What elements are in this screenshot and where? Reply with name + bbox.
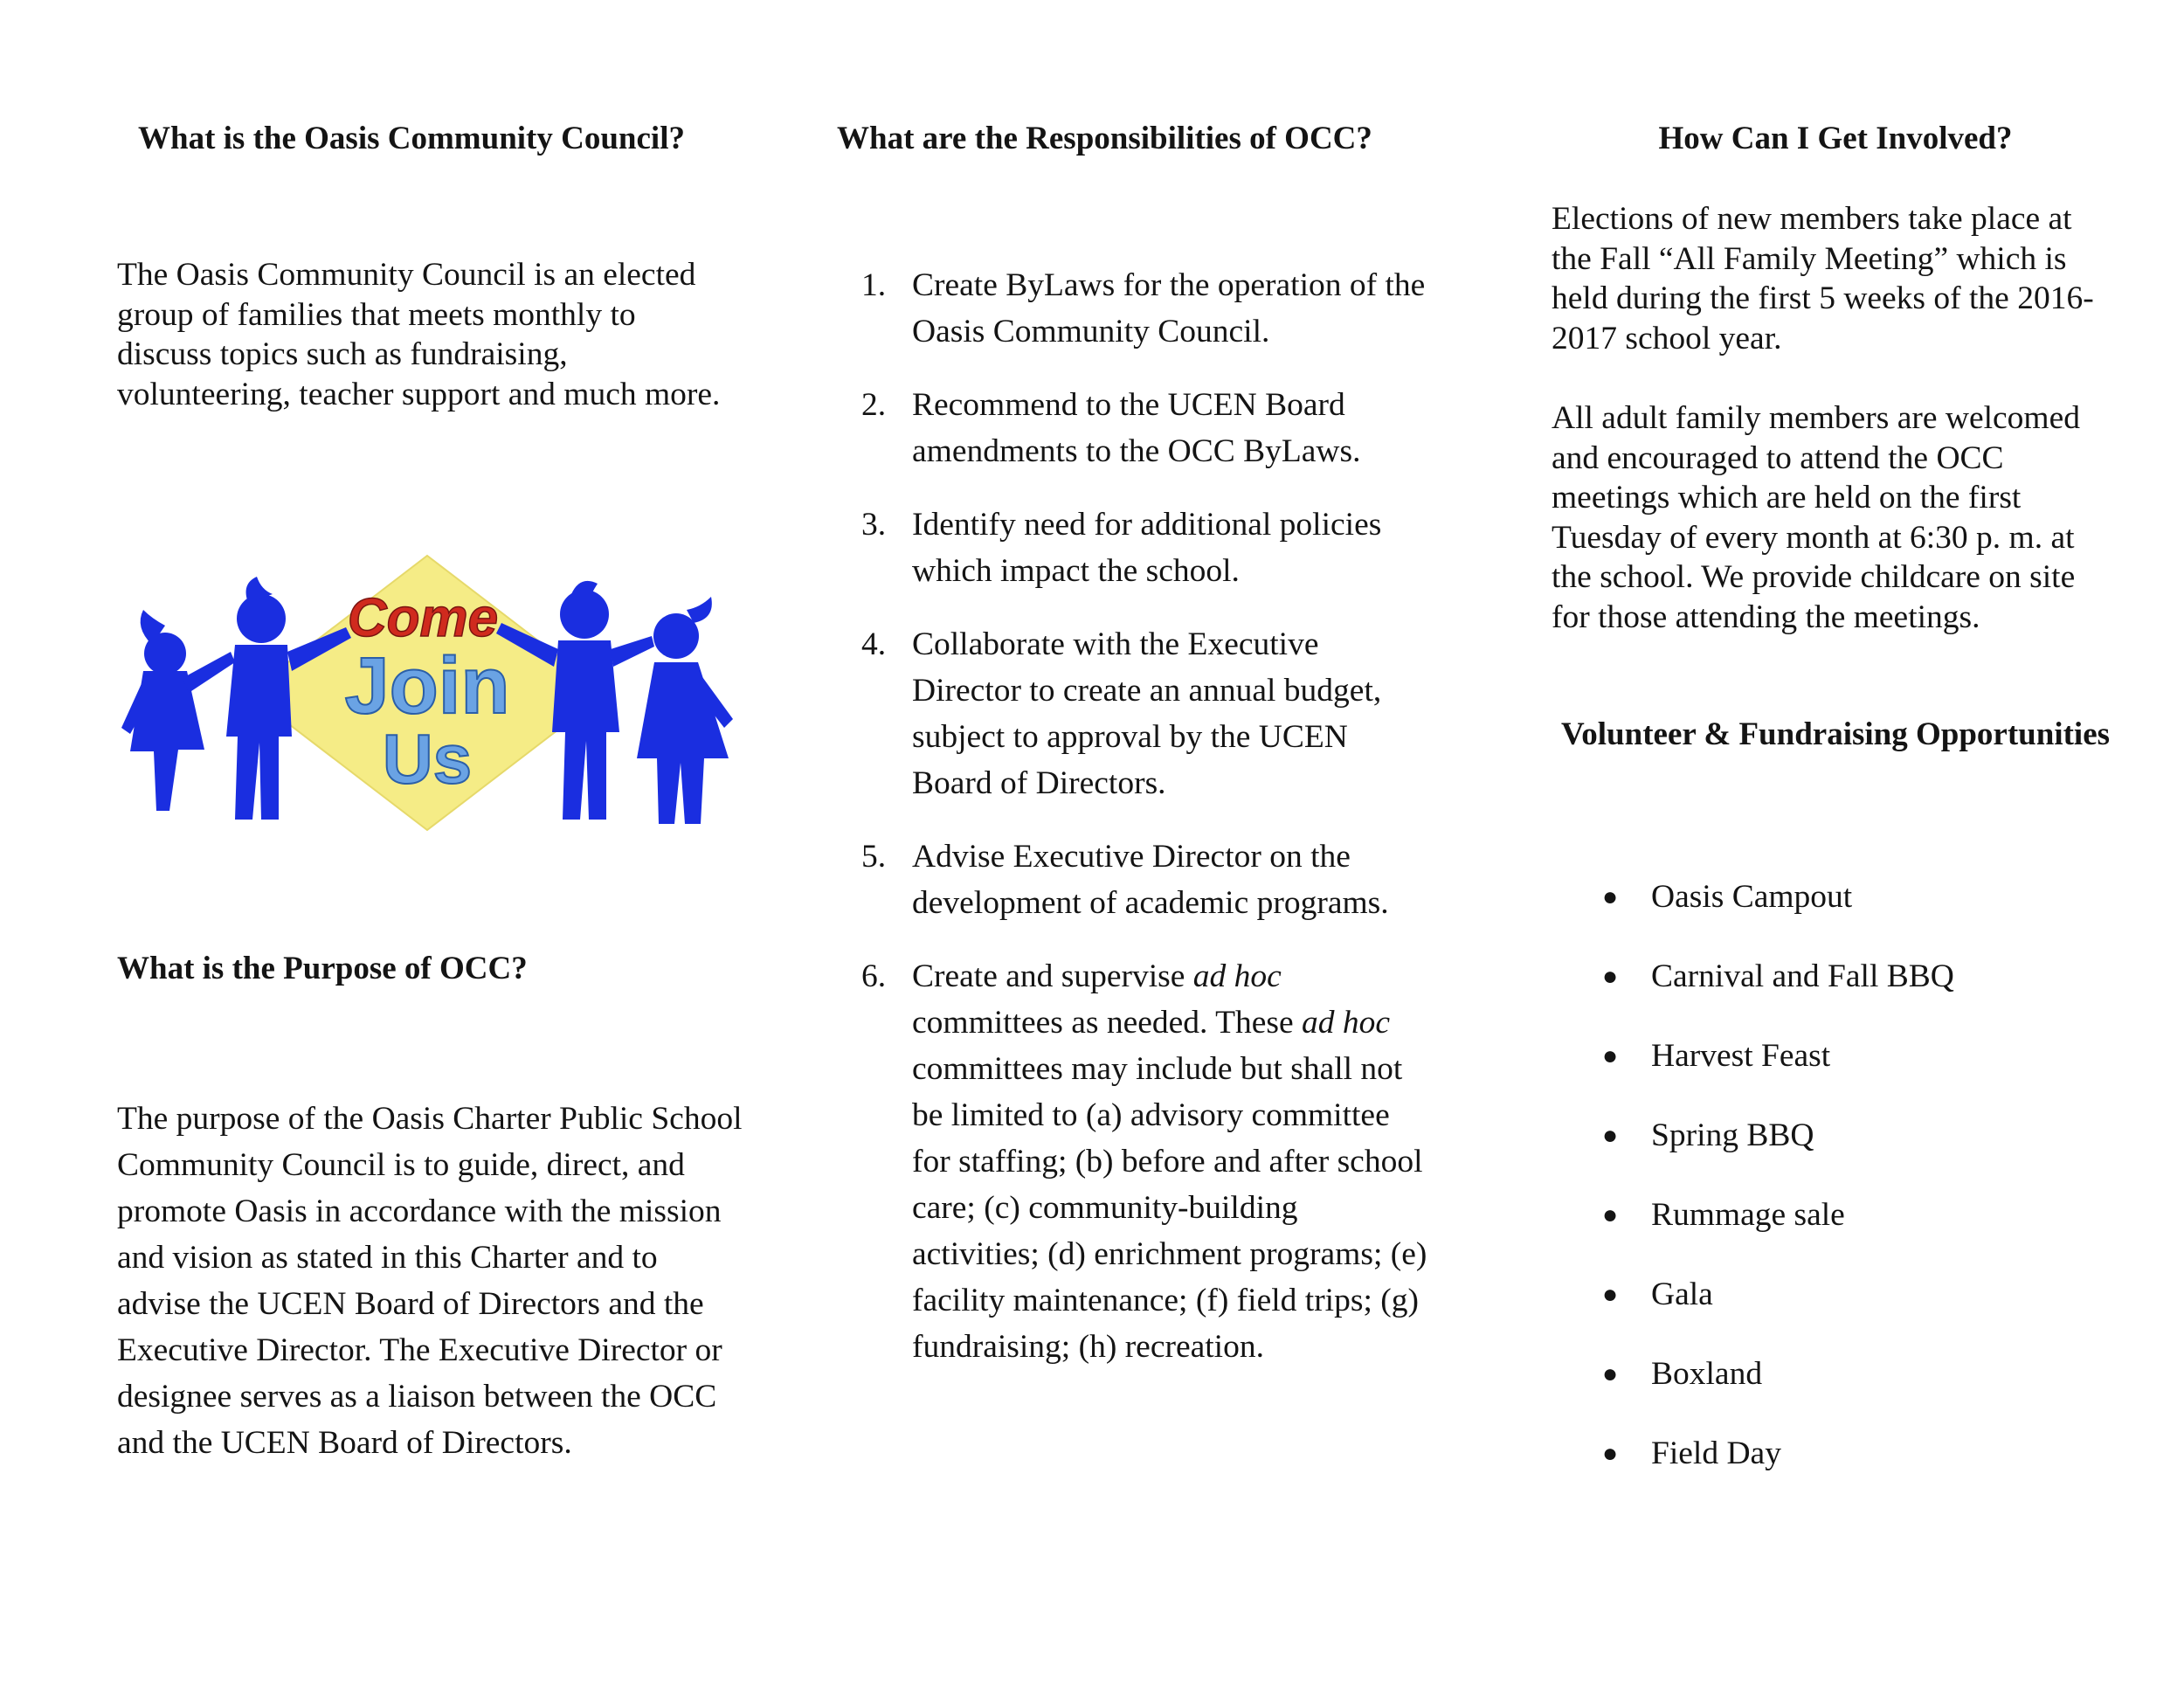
opportunity-label: Field Day: [1651, 1435, 1781, 1471]
list-item: [837, 953, 1431, 1370]
list-text: Create ByLaws for the operation of the Oasis Community Council.: [912, 267, 1426, 349]
list-text: Collaborate with the Executive Director to create an annual budget, subject to approval by the UCEN Board of Directors.: [912, 626, 1382, 801]
list-item: [1552, 1351, 2119, 1430]
list-number: 5.: [861, 839, 887, 875]
list-number: 1.: [861, 267, 887, 303]
purpose-paragraph: The purpose of the Oasis Charter Public School Community Council is to guide, direct, and promote Oasis in accordance with the mission and vision as stated in this Charter and to advise the UCEN Board of Directors and the Executive Director. The Executive Director or designee serves as a liaison between the OCC and the UCEN Board of Directors.: [117, 1101, 743, 1461]
come-join-us-graphic: [117, 549, 737, 837]
heading-what-is-occ: What is the Oasis Community Council?: [138, 121, 685, 156]
list-item: [837, 262, 1431, 355]
list-item: [1552, 1271, 2119, 1351]
list-item: [1552, 1033, 2119, 1112]
bullet-icon: ●: [1602, 1280, 1619, 1309]
list-number: 2.: [861, 387, 887, 423]
italic-ad-hoc: ad hoc: [1192, 958, 1282, 994]
opportunity-label: Oasis Campout: [1651, 879, 1853, 915]
list-text: Identify need for additional policies which impact the school.: [912, 507, 1382, 589]
opportunity-label: Spring BBQ: [1651, 1117, 1814, 1153]
list-item: [1552, 1192, 2119, 1271]
italic-ad-hoc: ad hoc: [1302, 1005, 1391, 1041]
opportunity-label: Carnival and Fall BBQ: [1651, 958, 1954, 994]
list-number: 6.: [861, 958, 887, 994]
opportunity-label: Rummage sale: [1651, 1197, 1845, 1233]
text-segment: committees may include but shall not be limited to (a) advisory committee for staffing; (b) before and after school care; (c) community-building activities; (d) enrichment programs; (e) facility maintenance; (f) field trips; (g) fundraising; (h) recreation.: [912, 1051, 1427, 1365]
heading-volunteer-opportunities: Volunteer & Fundraising Opportunities: [1560, 716, 2111, 752]
bullet-icon: ●: [1602, 1359, 1619, 1388]
opportunity-label: Gala: [1651, 1276, 1713, 1312]
list-item: [837, 502, 1431, 594]
come-text: Come: [347, 588, 499, 648]
list-text: Recommend to the UCEN Board amendments to the OCC ByLaws.: [912, 387, 1361, 469]
bullet-icon: ●: [1602, 1121, 1619, 1150]
list-number: 4.: [861, 626, 887, 662]
elections-paragraph: Elections of new members take place at the Fall “All Family Meeting” which is held during the first 5 weeks of the 2016-2017 school year.: [1552, 201, 2094, 356]
opportunity-label: Boxland: [1651, 1356, 1763, 1392]
heading-responsibilities: What are the Responsibilities of OCC?: [837, 121, 1372, 156]
attend-paragraph: All adult family members are welcomed and encouraged to attend the OCC meetings which are held on the first Tuesday of every month at 6:30 p. m. at the school. We provide childcare on site for those attending the meetings.: [1552, 400, 2080, 635]
opportunity-label: Harvest Feast: [1651, 1038, 1831, 1074]
list-item: [837, 621, 1431, 806]
list-text: Advise Executive Director on the development of academic programs.: [912, 839, 1389, 921]
join-text: Join: [344, 641, 510, 730]
list-item: [837, 382, 1431, 474]
bullet-icon: ●: [1602, 1041, 1619, 1070]
intro-paragraph: The Oasis Community Council is an elected group of families that meets monthly to discuss topics such as fundraising, volunteering, teacher support and much more.: [117, 257, 721, 412]
list-number: 3.: [861, 507, 887, 543]
bullet-icon: ●: [1602, 962, 1619, 991]
bullet-icon: ●: [1602, 1200, 1619, 1229]
opportunities-list: [1552, 874, 2119, 1510]
heading-get-involved: How Can I Get Involved?: [1658, 121, 2013, 156]
list-item: [1552, 1430, 2119, 1510]
list-item: [1552, 953, 2119, 1033]
bullet-icon: ●: [1602, 1439, 1619, 1468]
list-text: [912, 953, 1431, 1370]
heading-purpose-of-occ: What is the Purpose of OCC?: [117, 951, 528, 986]
bullet-icon: ●: [1602, 882, 1619, 911]
list-item: [837, 834, 1431, 926]
us-text: Us: [382, 720, 473, 798]
list-item: [1552, 874, 2119, 953]
list-item: [1552, 1112, 2119, 1192]
responsibilities-list: [837, 262, 1431, 1397]
text-segment: committees as needed. These: [912, 1005, 1303, 1041]
text-segment: Create and supervise: [912, 958, 1193, 994]
